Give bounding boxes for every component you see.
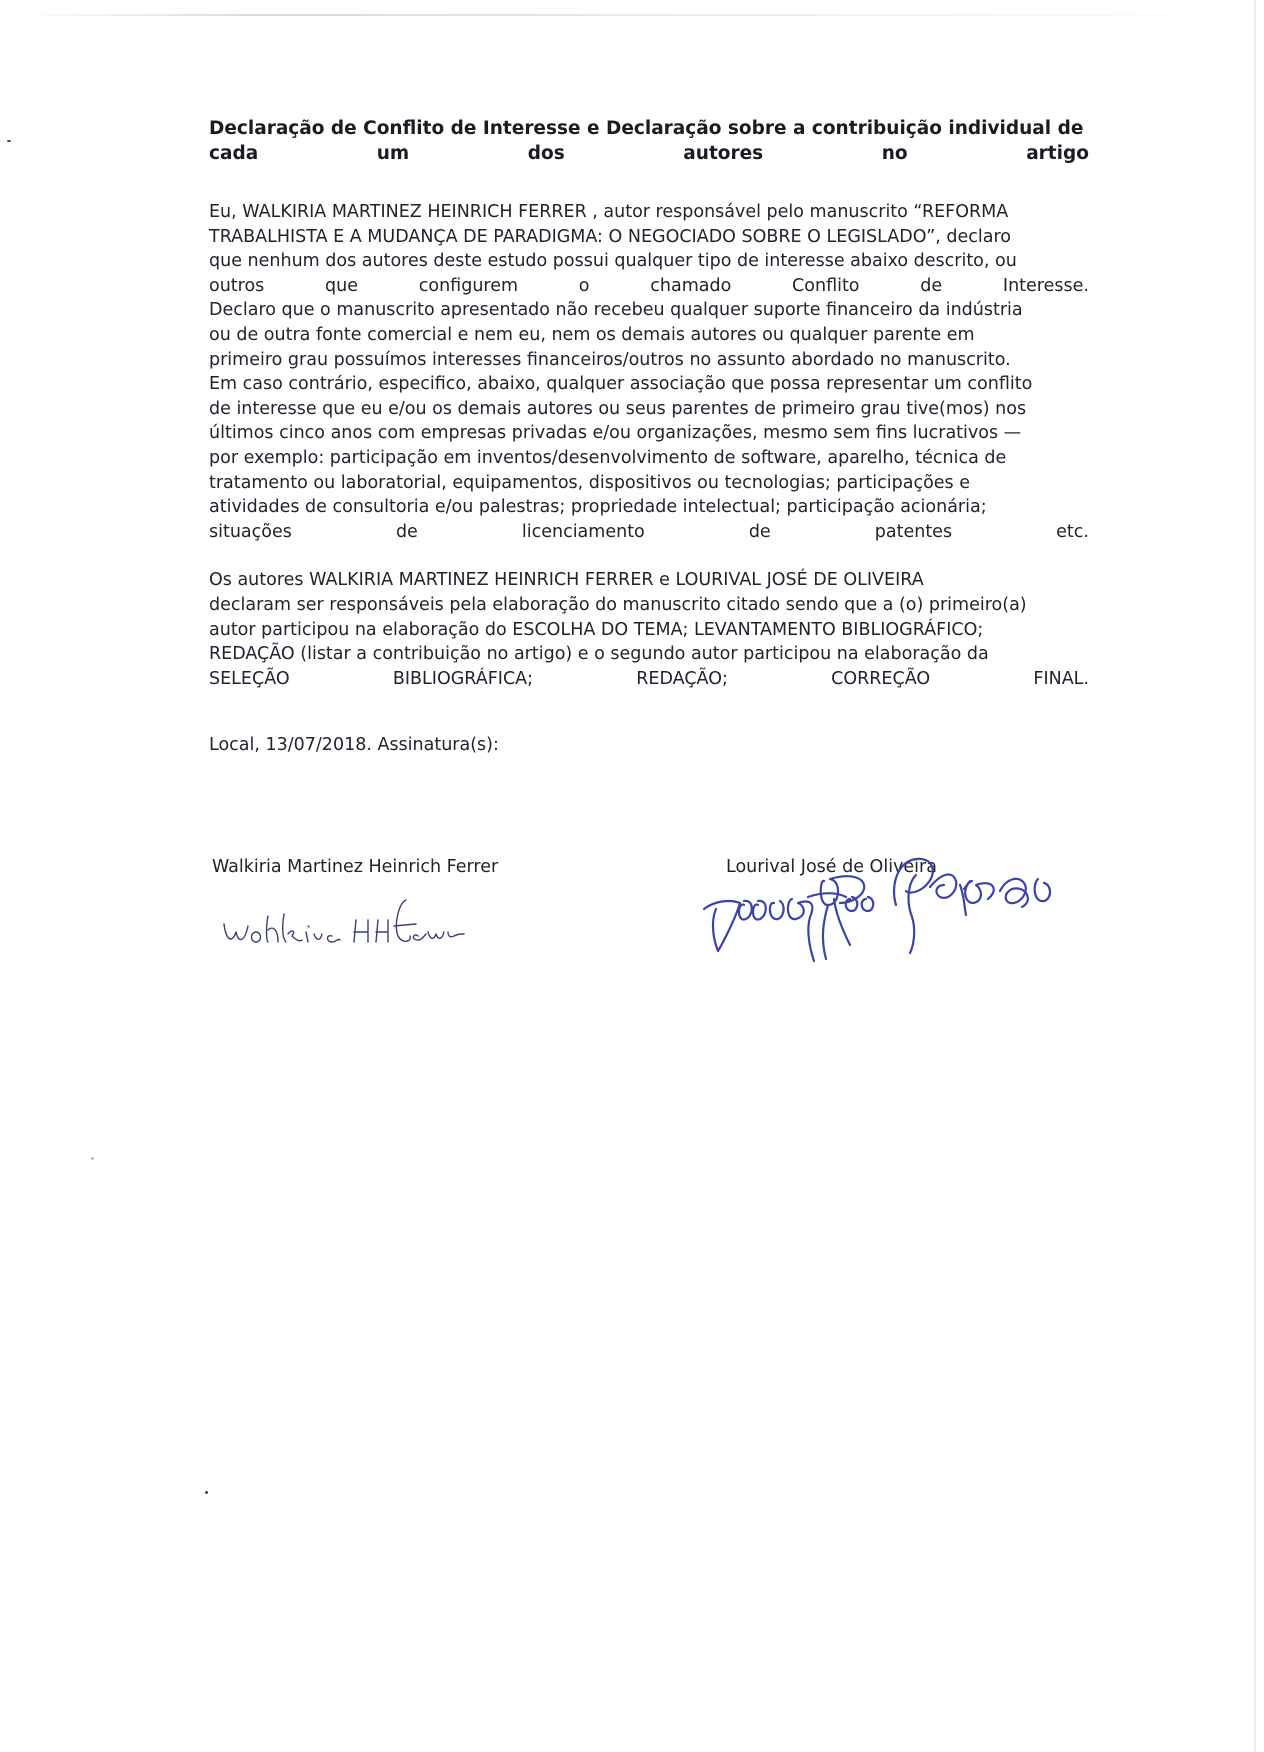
signature-stroke [252,932,261,942]
text-line: Em caso contrário, especifico, abaixo, qualquer associação que possa representar um conflito [209,374,1033,395]
signature-stroke [448,932,464,937]
conflict-of-interest-paragraph [209,200,1089,544]
text-line: atividades de consultoria e/ou palestras; propriedade intelectual; participação acionária; [209,497,987,518]
text-word: configurem [418,275,519,296]
signature-stroke [846,897,858,911]
signature-stroke [894,859,933,905]
text-line: que nenhum dos autores deste estudo possui qualquer tipo de interesse abaixo descrito, ou [209,251,1017,272]
text-word: o [578,275,590,296]
title-word: artigo [1026,143,1089,164]
text-line: de interesse que eu e/ou os demais autores ou seus parentes de primeiro grau tive(mos) nos [209,398,1027,419]
title-word: um [376,143,410,164]
first-signatory-name: Walkiria Martinez Heinrich Ferrer [212,857,499,877]
text-line [209,520,1089,545]
title-word: no [881,143,908,164]
text-line: declaram ser responsáveis pela elaboração do manuscrito citado sendo que a (o) primeiro(a) [209,594,1027,615]
text-line: primeiro grau possuímos interesses financeiros/outros no assunto abordado no manuscrito. [209,349,1011,370]
signature-stroke [224,924,248,940]
text-word: de [395,521,418,542]
scan-artifact-top-line [20,14,1240,16]
signature-stroke [354,920,368,942]
text-word: etc. [1056,521,1089,542]
signature-stroke [428,932,444,938]
text-word: outros [209,275,265,296]
scan-speck [205,1491,208,1494]
signature-stroke [328,936,341,942]
title-word: cada [209,143,259,164]
text-word: de [748,521,771,542]
text-line: REDAÇÃO (listar a contribuição no artigo) e o segundo autor participou na elaboração da [209,644,989,665]
signature-stroke [283,914,302,942]
signature-stroke [704,901,740,951]
text-word: licenciamento [521,521,645,542]
signature-stroke [862,897,874,911]
signature-stroke [267,916,279,942]
text-word: Interesse. [1002,275,1089,296]
text-line [209,274,1089,299]
text-word: que [325,275,359,296]
text-line: por exemplo: participação em inventos/desenvolvimento de software, aparelho, técnica de [209,447,1007,468]
text-word: de [920,275,943,296]
signature-stroke [376,920,388,942]
text-word: chamado [650,275,732,296]
text-word: REDAÇÃO; [636,668,728,689]
first-signature-handwriting [222,896,472,956]
second-signatory-name: Lourival José de Oliveira [726,857,937,877]
title-word: autores [683,143,764,164]
signature-stroke [1035,879,1050,901]
declaration-content [209,116,1089,757]
signature-stroke [965,881,994,903]
text-line: tratamento ou laboratorial, equipamentos, dispositivos ou tecnologias; participações e [209,472,971,493]
text-word: FINAL. [1033,668,1089,689]
text-line: Declaro que o manuscrito apresentado não recebeu qualquer suporte financeiro da indústria [209,300,1023,321]
text-line: Eu, WALKIRIA MARTINEZ HEINRICH FERRER , autor responsável pelo manuscrito “REFORMA [209,202,1009,222]
signature-stroke [770,901,784,919]
signature-stroke [753,901,766,920]
text-word: BIBLIOGRÁFICA; [392,668,534,689]
signature-stroke [306,926,309,942]
scan-speck [7,140,11,142]
title-line-1: Declaração de Conflito de Interesse e Declaração sobre a contribuição individual de [209,118,1084,139]
text-word: Conflito [792,275,860,296]
place-and-date: Local, 13/07/2018. Assinatura(s): [209,735,499,756]
text-line: autor participou na elaboração do ESCOLHA DO TEMA; LEVANTAMENTO BIBLIOGRÁFICO; [209,619,984,640]
signature-stroke [413,934,426,940]
signature-stroke [909,875,916,953]
scan-speck [91,1157,94,1160]
signature-stroke [808,893,846,897]
title-line-2 [209,141,1089,166]
signature-stroke [394,900,416,941]
text-line: TRABALHISTA E A MUDANÇA DE PARADIGMA: O NEGOCIADO SOBRE O LEGISLADO”, declaro [209,226,1012,247]
document-title [209,116,1089,166]
signature-stroke [314,934,322,939]
text-word: patentes [874,521,953,542]
signature-stroke [1000,879,1028,907]
text-line: Os autores WALKIRIA MARTINEZ HEINRICH FERRER e LOURIVAL JOSÉ DE OLIVEIRA [209,570,924,591]
text-line: ou de outra fonte comercial e nem eu, nem os demais autores ou qualquer parente em [209,324,975,345]
scan-artifact-right-edge [1254,0,1256,1752]
second-signature-handwriting [700,845,1180,965]
title-word: dos [527,143,565,164]
author-contribution-paragraph [209,568,1089,691]
text-line: últimos cinco anos com empresas privadas e/ou organizações, mesmo sem fins lucrativos — [209,423,1022,444]
signature-stroke [930,874,956,897]
text-line [209,667,1089,692]
text-word: situações [209,521,292,542]
text-word: SELEÇÃO [209,668,290,689]
text-word: CORREÇÃO [831,668,931,689]
signature-stroke [788,899,814,961]
